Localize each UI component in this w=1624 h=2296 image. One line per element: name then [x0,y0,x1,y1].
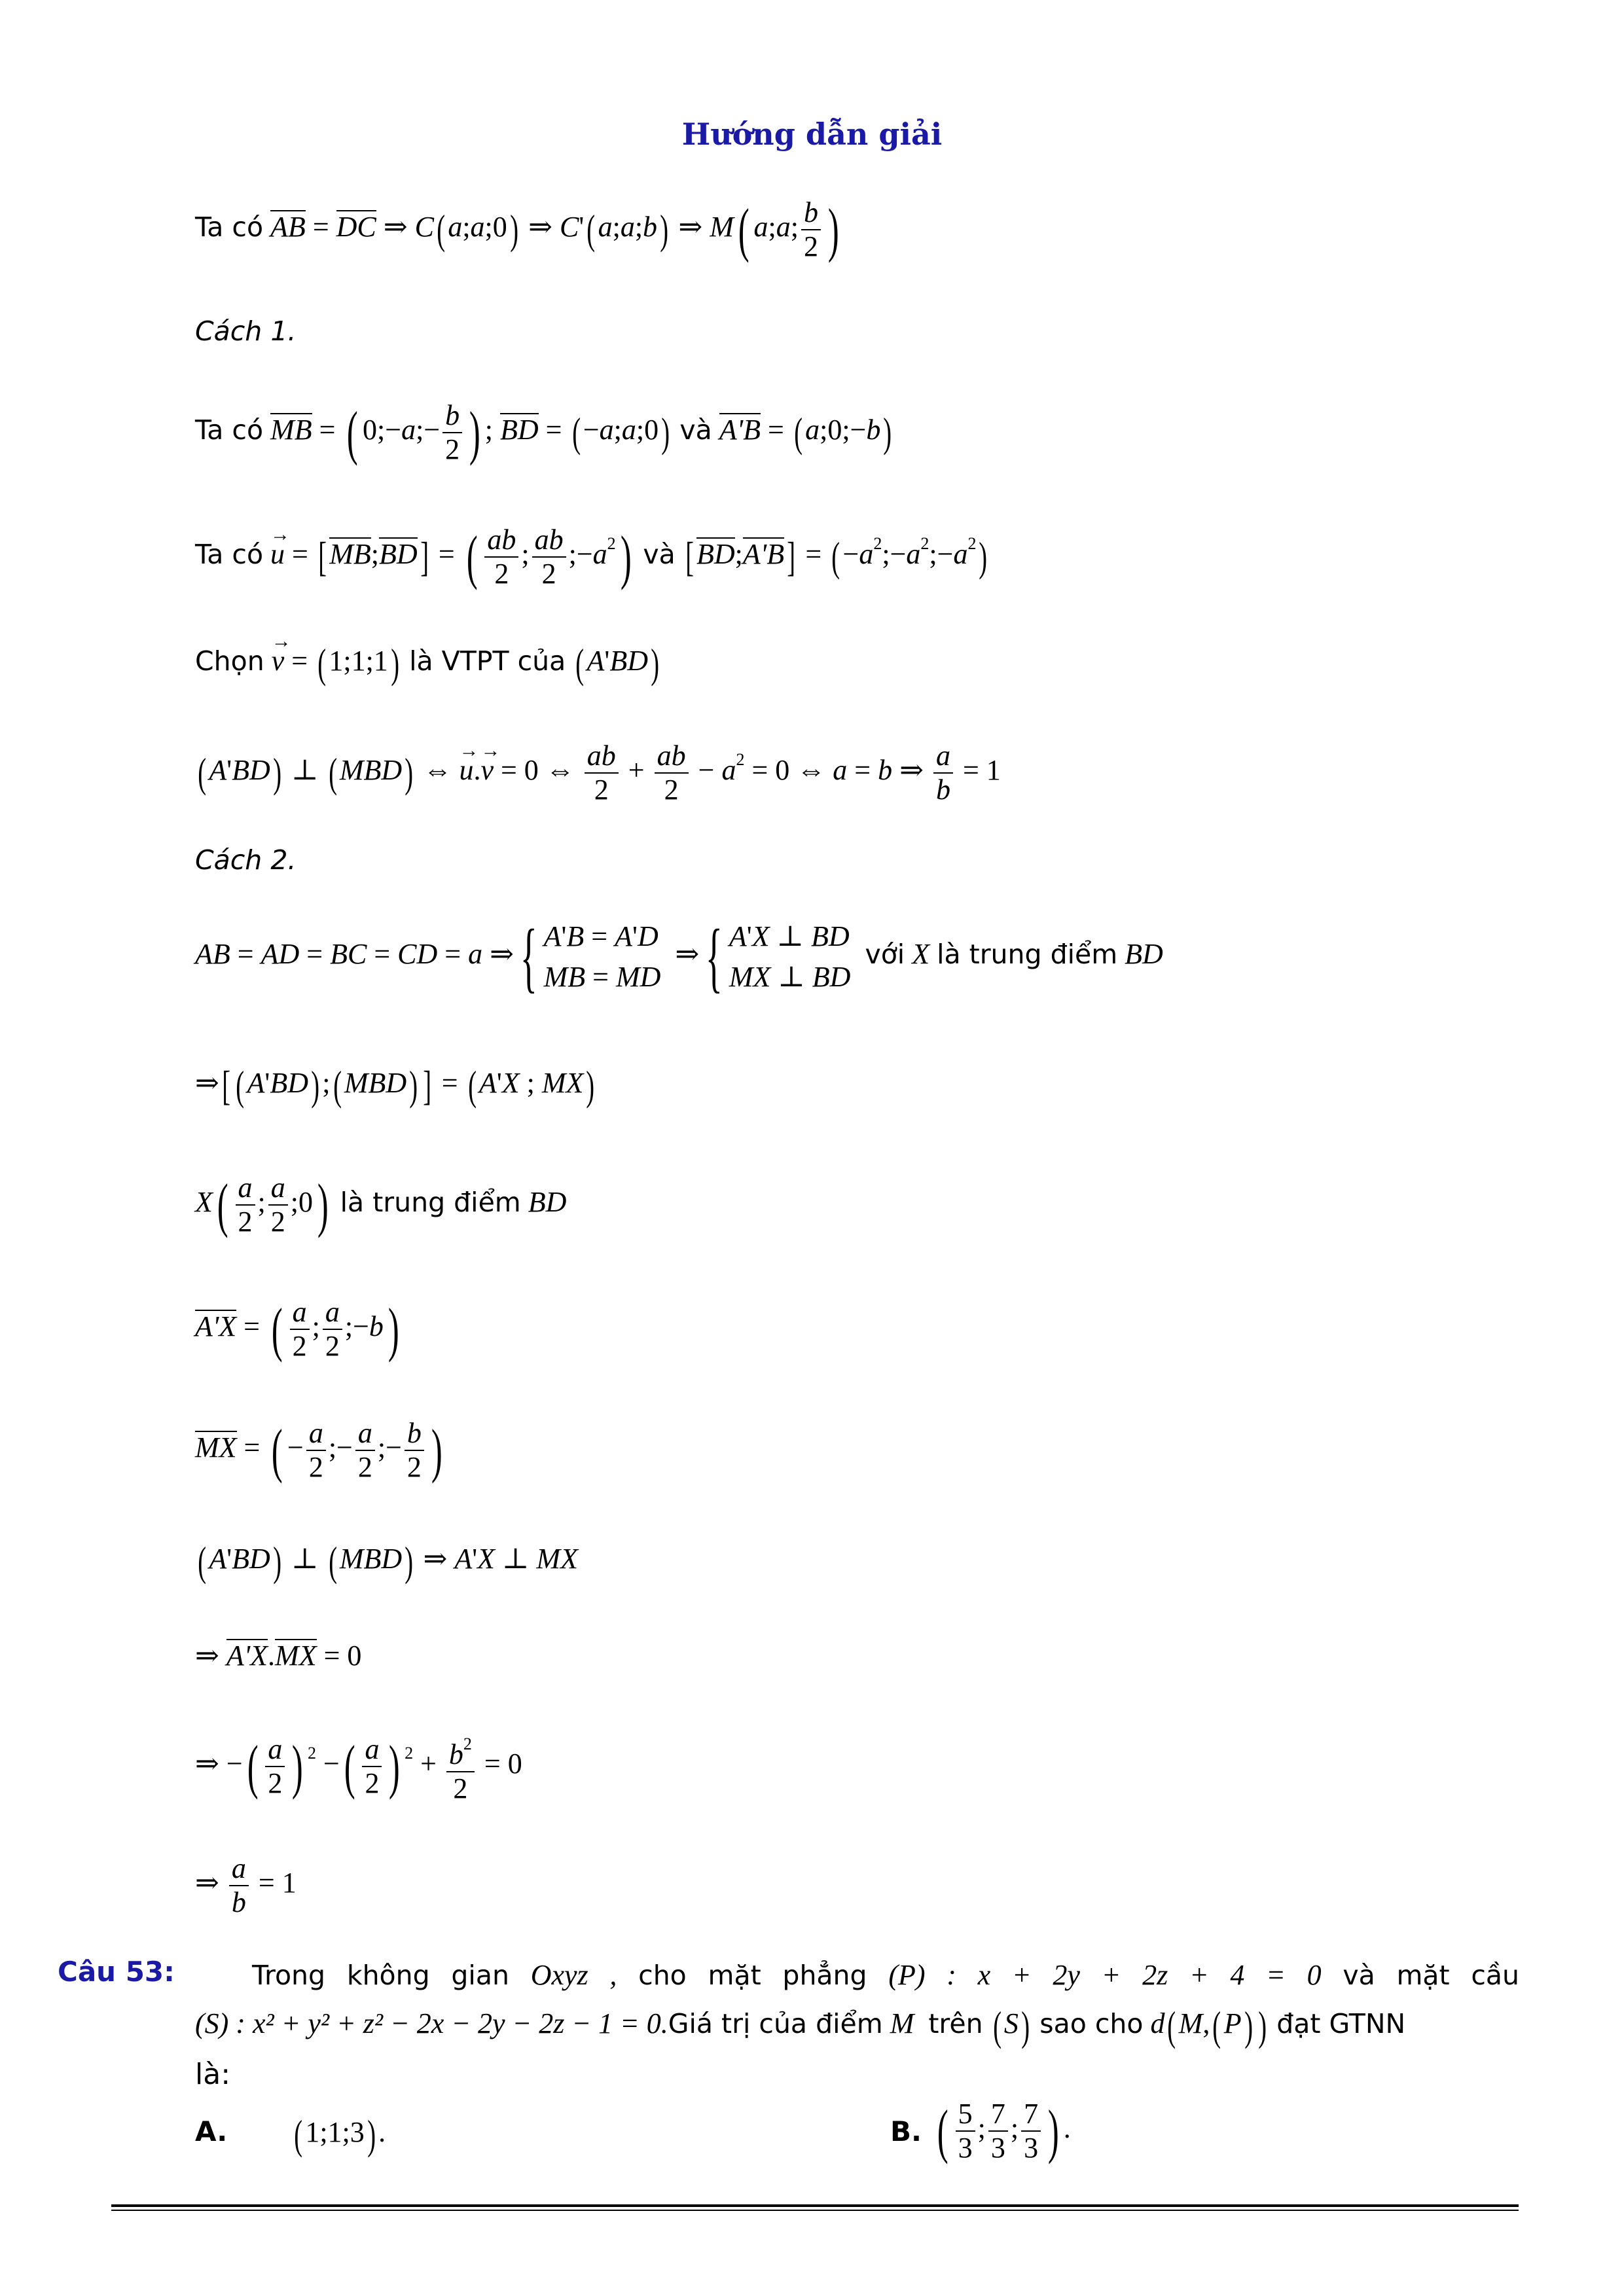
footer-rule [111,2204,1519,2207]
equation-line-4: Chọn → v = (1;1;1) là VTPT của (A'BD) [195,641,1519,683]
option-b-value[interactable]: ( $\frac{5}{3}$ ; $\frac{7}{3}$ ; $\frac{7}{3}$ ) . [937,2098,1071,2164]
equation-line-2: Ta có MB = ( 0;−a;− $\frac{b}{2}$ ) ; BD = (−a;a;0) và A'B = (a;0;−b) [195,399,892,466]
footer-rule-thin [111,2210,1519,2211]
section-heading: Hướng dẫn giải [681,117,943,152]
option-b-label[interactable]: B. [890,2115,922,2147]
equation-line-8: X( $\frac{a}{2}$ ; $\frac{a}{2}$ ;0) là trung điểm BD [195,1172,567,1238]
equation-line-3: Ta có → u = [MB;BD] = ( $\frac{ab}{2}$ ; $\frac{ab}{2}$ $;-a^2$) và [BD;A'B] = $(-a^2;-a^2;-a^2)$ [195,524,1519,590]
question-label: Câu 53: [58,1956,175,1988]
equation-line-1: Ta có AB = DC ⇒ C(a;a;0) ⇒ C'(a;a;b) ⇒ M( a;a; $\frac{b}{2}$ ) [195,196,839,263]
question-line-3: là: [195,2058,231,2091]
equation-line-6: AB = AD = BC = CD = a ⇒{ A'B = A'D MB = MD ⇒{ A'X ⊥ BD MX ⊥ BD với X là trung điểm BD [195,913,1163,1000]
question-line-2: (S) : x² + y² + z² − 2x − 2y − 2z − 1 = 0.Giá trị của điểm M trên (S) sao cho d(M,(P) ) đạt GTNN [195,2002,1406,2049]
option-a-label[interactable]: A. [195,2115,228,2147]
option-a-value[interactable]: (1;1;3). [294,2111,386,2158]
equation-line-13: ⇒ −( $\frac{a}{2}$ ) $^2$ −( $\frac{a}{2}$ ) $^2$ + $\frac{b^2}{2}$ = 0 [195,1728,1519,1805]
equation-line-7: ⇒[ (A'BD);(MBD) ] = (A'X ; MX) [195,1062,595,1109]
equation-line-11: (A'BD) ⊥ (MBD) ⇒ A'X ⊥ MX [198,1537,578,1585]
equation-line-10: MX = ( − $\frac{a}{2}$ ;− $\frac{a}{2}$ ;− $\frac{b}{2}$ ) [195,1417,442,1484]
equation-line-5: (A'BD) ⊥ (MBD) ⇔ → u.→ v = 0 ⇔ $\frac{ab}{2}$ + $\frac{ab}{2}$ − $a^2 = 0$ ⇔ a = b ⇒ $\frac{a}{b}$ = 1 [195,740,1519,806]
equation-line-14: ⇒ $\frac{a}{b}$ = 1 [195,1852,297,1918]
equation-line-9: A'X = ( $\frac{a}{2}$ ; $\frac{a}{2}$ ;−b) [195,1296,399,1363]
method-2-heading: Cách 2. [195,844,297,876]
method-1-heading: Cách 1. [195,315,297,347]
equation-line-12: ⇒ A'X.MX = 0 [195,1640,362,1672]
question-line-1: Trong không gian Oxyz , cho mặt phẳng (P) : x + 2y + 2z + 4 = 0 và mặt cầu [252,1959,1520,1991]
